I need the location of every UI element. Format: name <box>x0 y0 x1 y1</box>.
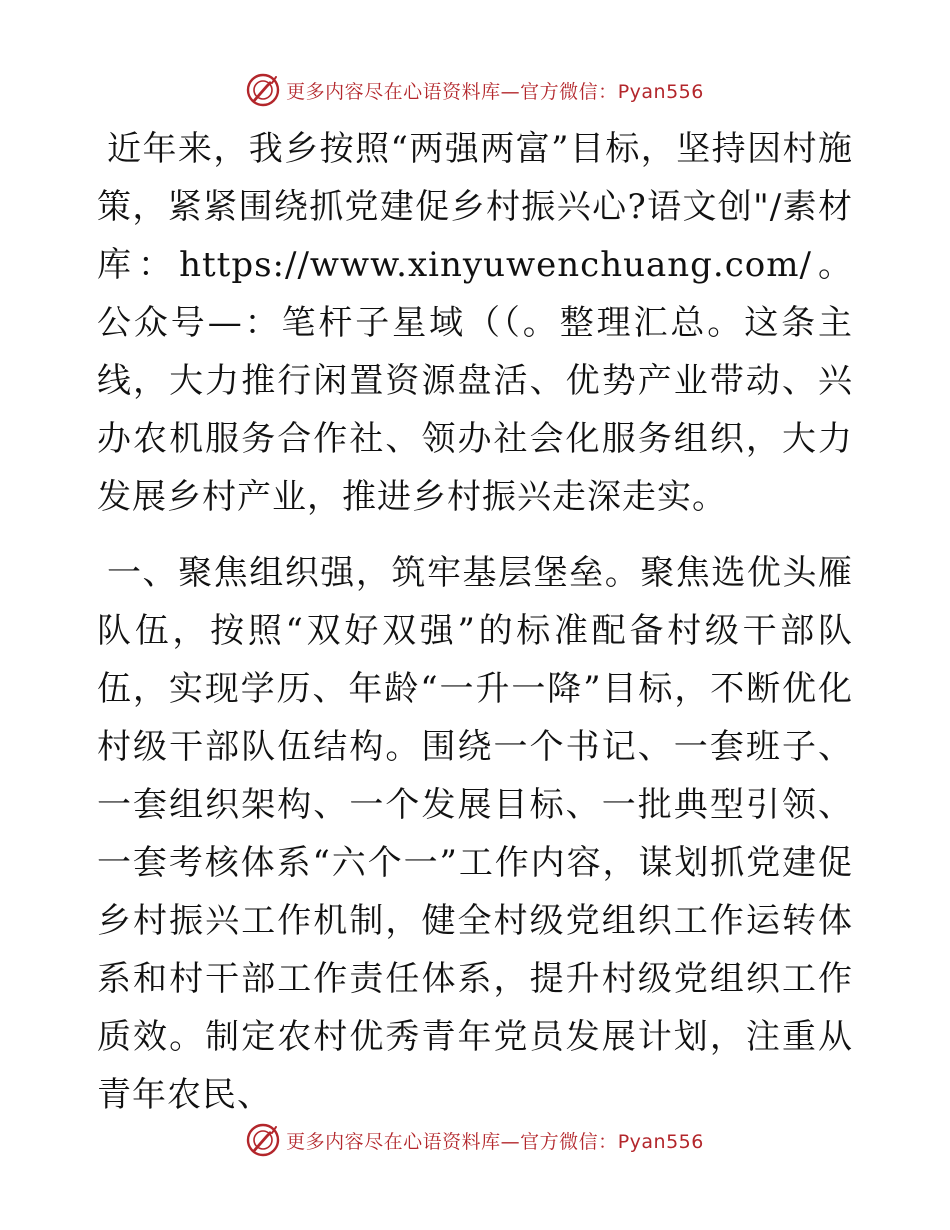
watermark-separator: — <box>500 1130 521 1153</box>
watermark-text: 更多内容尽在心语资料库 <box>286 80 501 103</box>
watermark-account-id: Pyan556 <box>617 80 704 103</box>
watermark-account-id: Pyan556 <box>617 1130 704 1153</box>
document-body <box>97 120 853 1124</box>
pen-logo-icon <box>246 1123 280 1157</box>
paragraph-intro: 近年来，我乡按照“两强两富”目标，坚持因村施策，紧紧围绕抓党建促乡村振兴心?语文创"/素材库：https://www.xinyuwenchuang.com/。公众号—：笔杆子星域（（。整理汇总。这条主线，大力推行闲置资源盘活、优势产业带动、兴办农机服务合作社、领办社会化服务组织，大力发展乡村产业，推进乡村振兴走深走实。 <box>97 129 853 517</box>
watermark-separator: — <box>500 80 521 103</box>
watermark-account-label: 官方微信： <box>520 1130 618 1153</box>
watermark-account-label: 官方微信： <box>520 80 618 103</box>
watermark-text: 更多内容尽在心语资料库 <box>286 1130 501 1153</box>
footer-watermark <box>0 1120 950 1160</box>
pen-logo-icon <box>246 73 280 107</box>
paragraph-section-one: 一、聚焦组织强，筑牢基层堡垒。聚焦选优头雁队伍，按照“双好双强”的标准配备村级干部队伍，实现学历、年龄“一升一降”目标，不断优化村级干部队伍结构。围绕一个书记、一套班子、一套组织架构、一个发展目标、一批典型引领、一套考核体系“六个一”工作内容，谋划抓党建促乡村振兴工作机制，健全村级党组织工作运转体系和村干部工作责任体系，提升村级党组织工作质效。制定农村优秀青年党员发展计划，注重从青年农民、 <box>97 553 853 1115</box>
header-watermark <box>0 70 950 110</box>
